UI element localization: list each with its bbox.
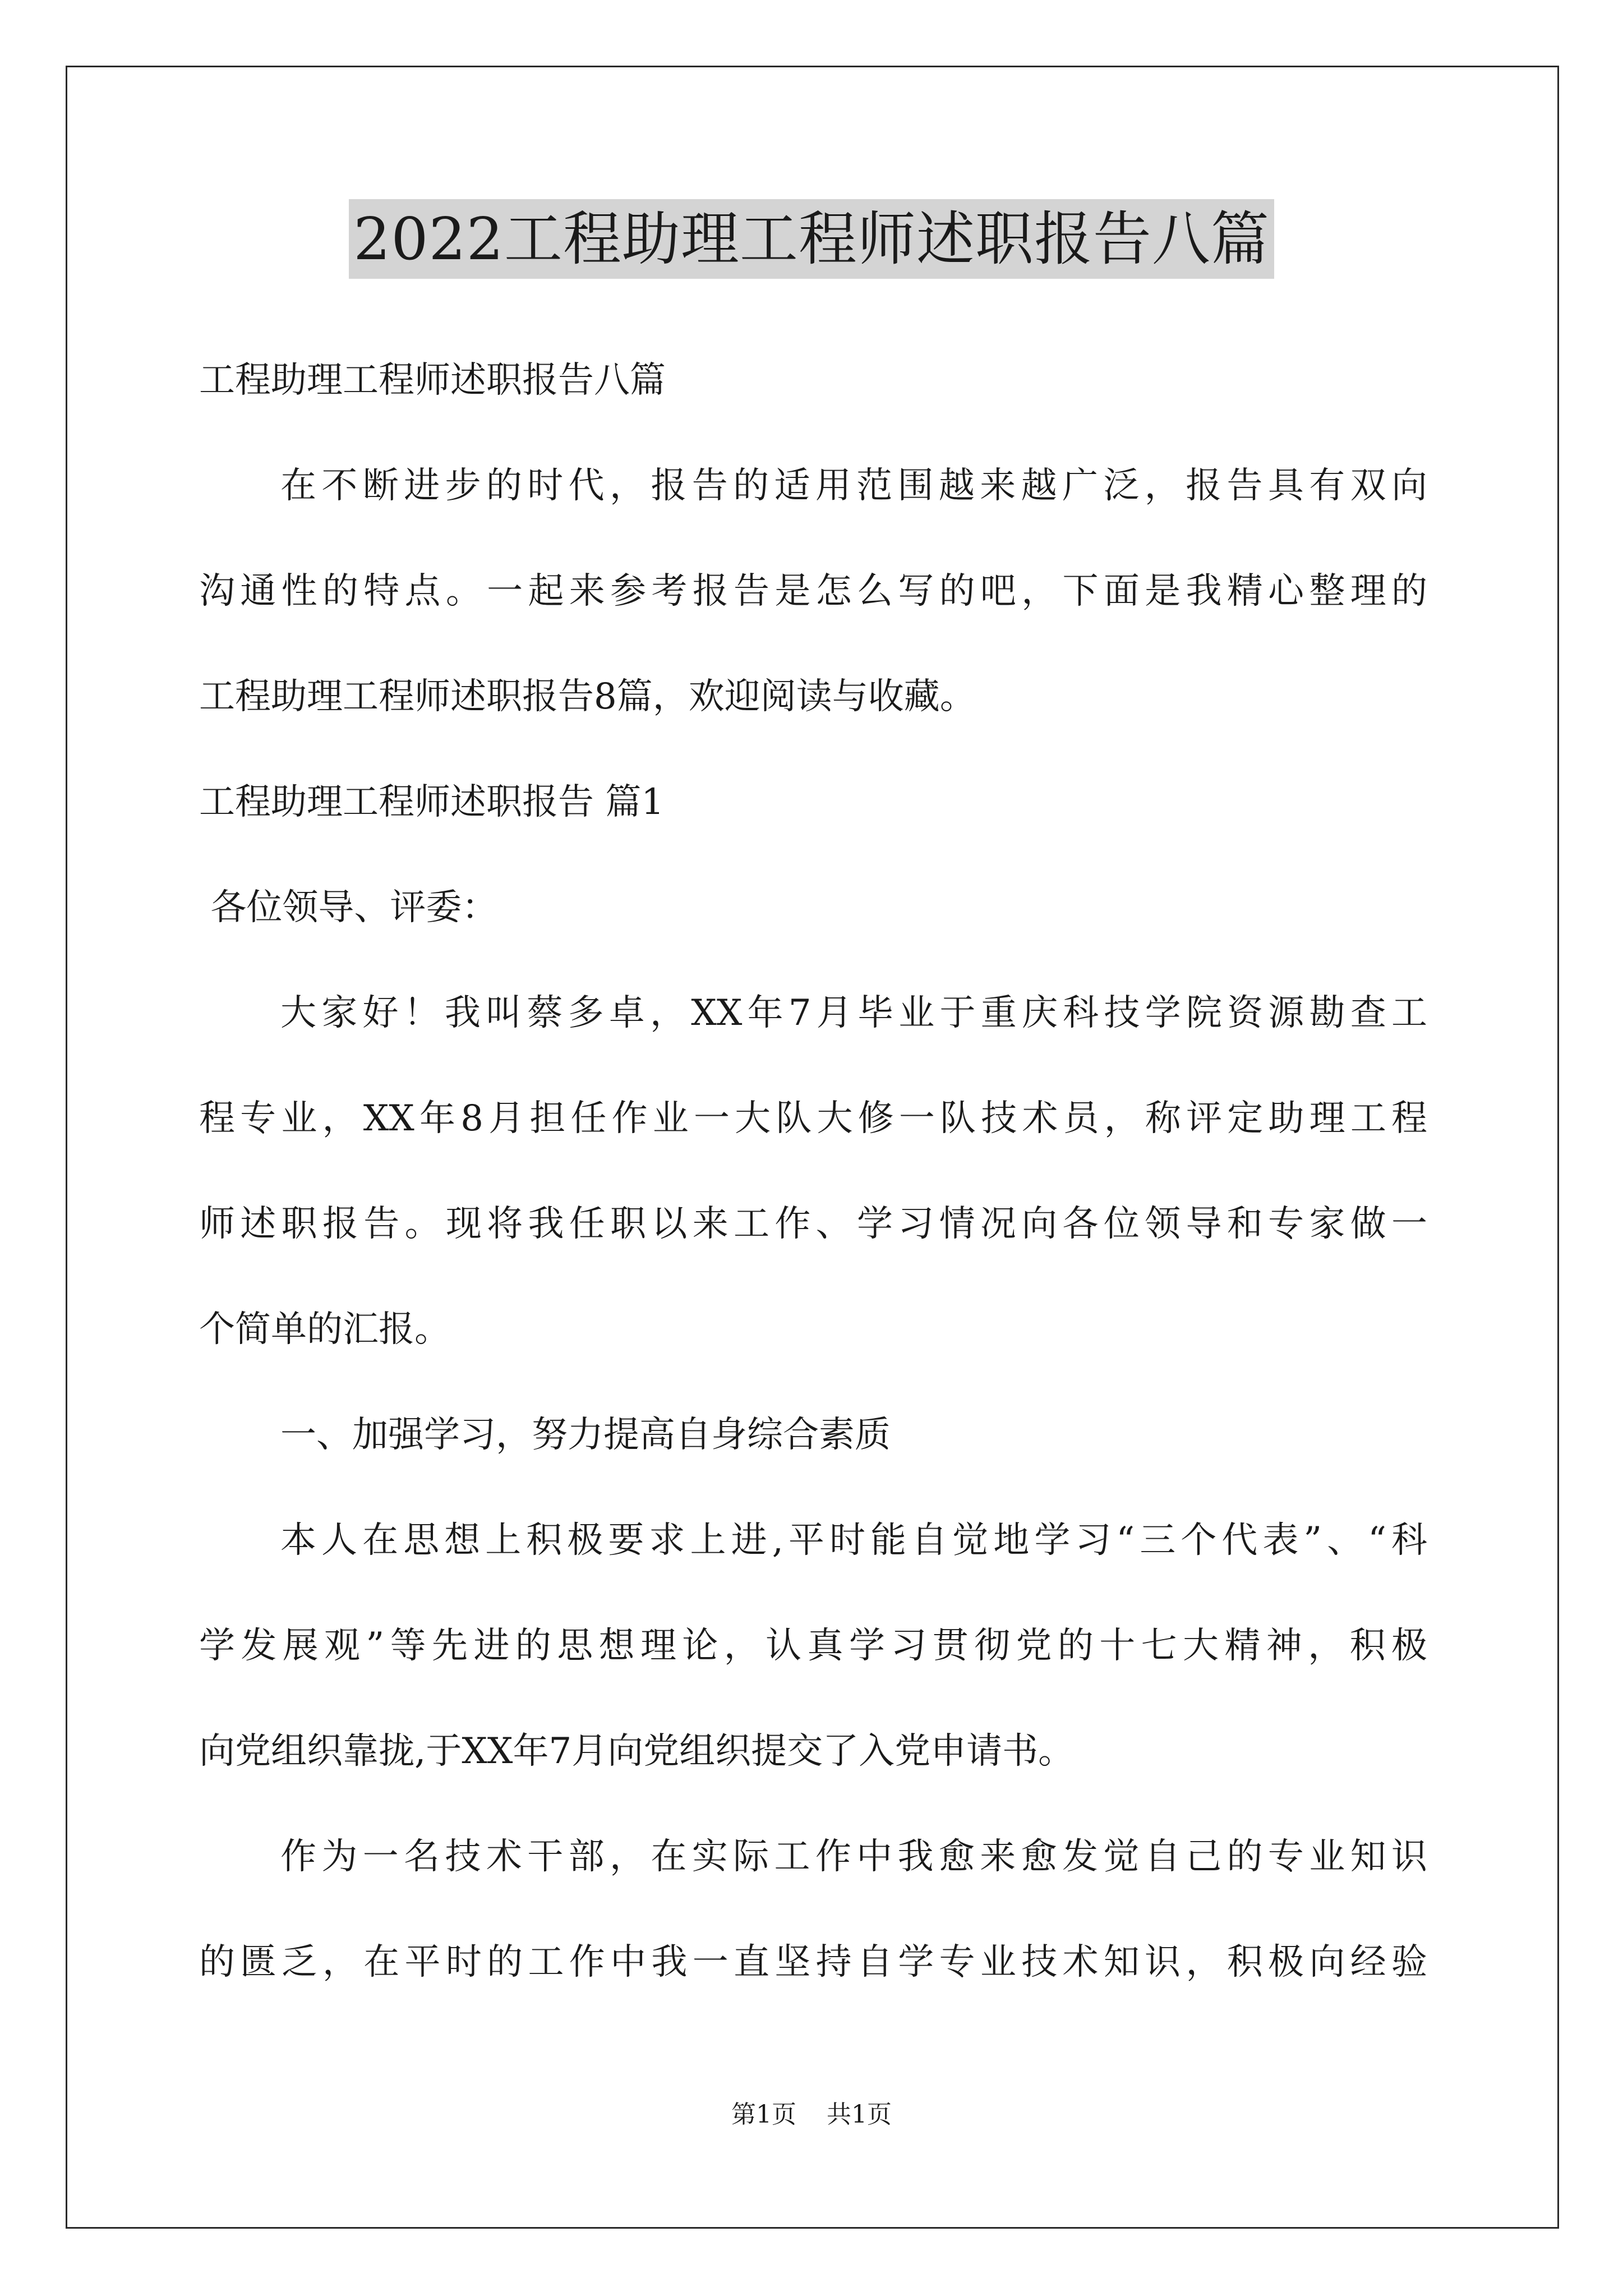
body-line: 在不断进步的时代，报告的适用范围越来越广泛，报告具有双向 xyxy=(280,465,1427,507)
body-line: 沟通性的特点。一起来参考报告是怎么写的吧，下面是我精心整理的 xyxy=(199,570,1427,612)
body-line: 作为一名技术干部，在实际工作中我愈来愈发觉自己的专业知识 xyxy=(280,1836,1427,1878)
body-line: 的匮乏，在平时的工作中我一直坚持自学专业技术知识，积极向经验 xyxy=(199,1941,1427,1983)
body-line: 个简单的汇报。 xyxy=(199,1309,450,1350)
body-line: 大家好！我叫蔡多卓，XX年7月毕业于重庆科技学院资源勘查工 xyxy=(280,992,1427,1034)
page-footer xyxy=(0,2098,1623,2132)
body-line: 程专业，XX年8月担任作业一大队大修一队技术员，称评定助理工程 xyxy=(199,1098,1427,1139)
document-title: 2022工程助理工程师述职报告八篇 xyxy=(349,199,1274,279)
body-line: 向党组织靠拢,于XX年7月向党组织提交了入党申请书。 xyxy=(199,1731,1075,1772)
salutation: 各位领导、评委： xyxy=(199,887,498,928)
section-heading: 工程助理工程师述职报告 篇1 xyxy=(199,781,665,823)
page-total: 共1页 xyxy=(827,2100,892,2129)
title-block xyxy=(0,199,1623,279)
body-line: 学发展观”等先进的思想理论，认真学习贯彻党的十七大精神，积极 xyxy=(199,1625,1427,1667)
page-number: 第1页 xyxy=(731,2100,796,2129)
subtitle: 工程助理工程师述职报告八篇 xyxy=(199,360,666,401)
body-line: 师述职报告。现将我任职以来工作、学习情况向各位领导和专家做一 xyxy=(199,1203,1427,1245)
subsection-heading: 一、加强学习，努力提高自身综合素质 xyxy=(280,1414,891,1456)
body-line: 工程助理工程师述职报告8篇，欢迎阅读与收藏。 xyxy=(199,676,976,717)
body-line: 本人在思想上积极要求上进,平时能自觉地学习“三个代表”、“科 xyxy=(280,1520,1427,1561)
